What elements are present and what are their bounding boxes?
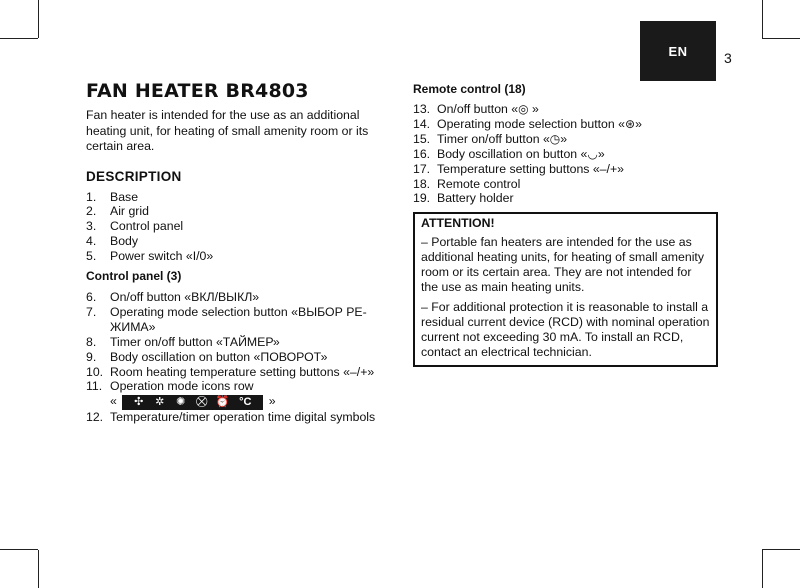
attention-title: ATTENTION! [421,216,495,231]
list-item: 12. Temperature/timer operation time digital symbols [86,409,376,424]
crop-mark [762,549,800,550]
control-panel-list [86,290,386,425]
list-item: 8. Timer on/off button «ТАЙМЕР» [86,334,280,349]
list-item: 4. Body [86,234,139,249]
list-item: 7. Operating mode selection button «ВЫБОР РЕ-ЖИМА» [86,304,367,334]
crop-mark [762,550,763,588]
list-item: 3. Control panel [86,219,184,234]
description-heading: DESCRIPTION [86,168,182,184]
description-list [86,190,386,265]
remote-control-list [413,102,718,206]
list-item: 19. Battery holder [413,191,514,206]
crop-mark [38,0,39,38]
crop-mark [0,549,38,550]
right-column [413,82,718,367]
operation-mode-icons-strip [122,395,263,410]
list-item: 18. Remote control [413,176,521,191]
attention-box [413,212,718,366]
crop-mark [762,38,800,39]
list-item: 11. Operation mode icons row « ✣ ✲ ✺ ⛒ ⏰ °C » [86,379,276,409]
list-item: 6. On/off button «ВКЛ/ВЫКЛ» [86,290,260,305]
attention-paragraph: – For additional protection it is reasonable to install a residual current device (RCD) with nominal operation current not exceeding 30 mA. To install an RCD, contact an electrical technician. [421,299,710,359]
list-item: 17. Temperature setting buttons «–/+» [413,161,624,176]
mode-icon: ⊛ [625,116,636,131]
list-item: 2. Air grid [86,204,149,219]
list-item: 10. Room heating temperature setting buttons «–/+» [86,364,375,379]
sun-low-icon: ✲ [155,395,165,408]
crop-mark [762,0,763,38]
celsius-label: °C [239,395,252,408]
oscillation-icon: ⛒ [196,395,208,408]
document-title: FAN HEATER BR4803 [86,80,309,102]
fan-icon: ✣ [134,395,144,408]
crop-mark [38,550,39,588]
language-tab: EN [640,21,716,81]
clock-icon: ◷ [549,131,561,146]
list-item: 5. Power switch «I/0» [86,249,214,264]
list-item: 1. Base [86,189,139,204]
list-item: 15. Timer on/off button «◷» [413,131,568,146]
left-column [86,80,386,425]
power-icon: ◎ [518,102,529,116]
list-item: 14. Operating mode selection button «⊛» [413,116,642,131]
control-panel-heading: Control panel (3) [86,269,182,284]
sun-high-icon: ✺ [176,395,186,408]
remote-control-heading: Remote control (18) [413,82,526,96]
page-number: 3 [724,50,732,66]
crop-mark [0,38,38,39]
attention-paragraph: – Portable fan heaters are intended for the use as additional heating units, for heating of small amenity room or its certain area. They are not intended for the use as main heating units. [421,235,704,294]
list-item: 16. Body oscillation on button «◡» [413,146,605,161]
list-item: 13. On/off button «◎ » [413,102,539,116]
intro-paragraph: Fan heater is intended for the use as an additional heating unit, for heating of small amenity room or its certain area. [86,108,369,153]
swing-icon: ◡ [587,146,598,161]
timer-icon: ⏰ [215,395,230,408]
list-item: 9. Body oscillation on button «ПОВОРОТ» [86,349,328,364]
